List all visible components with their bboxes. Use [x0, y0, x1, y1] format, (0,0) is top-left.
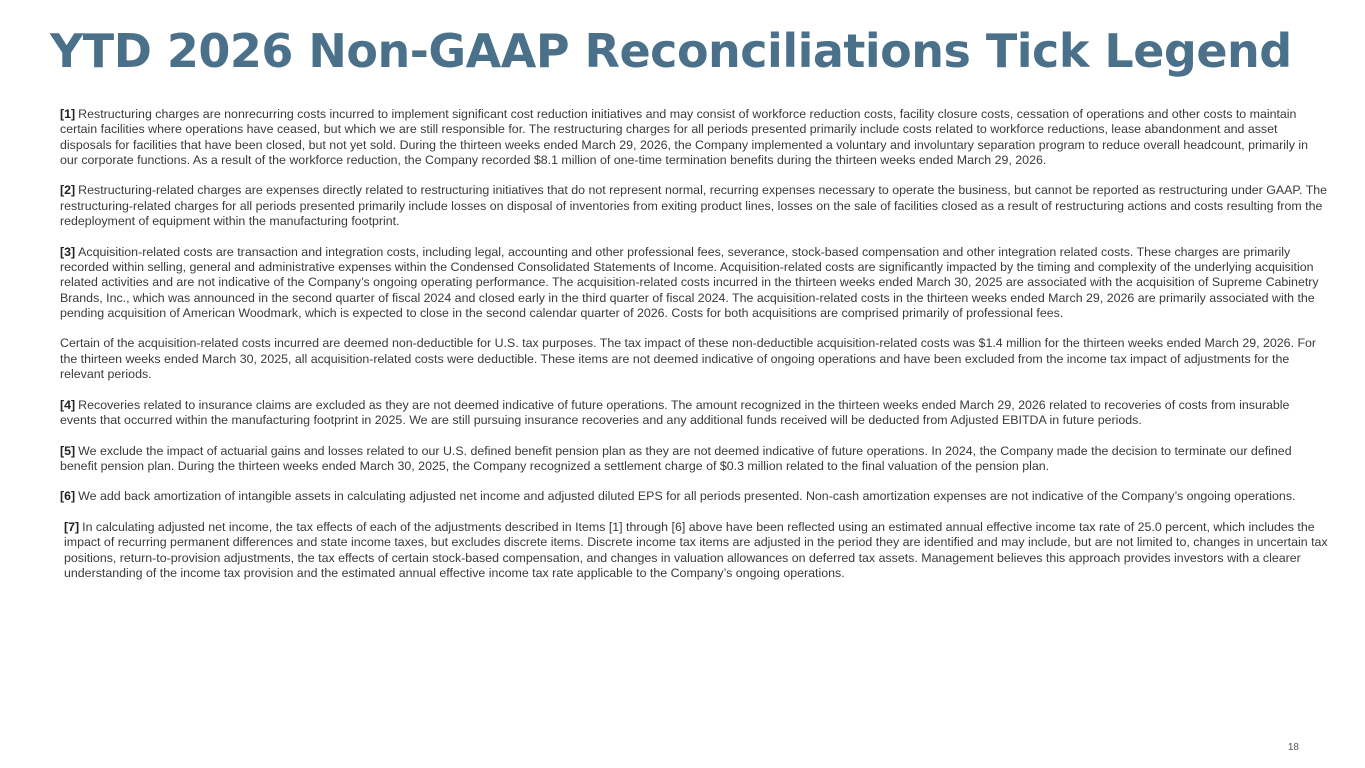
- footnote-3: [60, 245, 1328, 321]
- footnote-text: Acquisition-related costs are transaction and integration costs, including legal, accounting and other professional fees, severance, stock-based compensation and other integration related costs. These charges are primarily recorded within selling, general and administrative expenses within the Condensed Consolidated Statements of Income. Acquisition-related costs are significantly impacted by the timing and complexity of the underlying acquisition related activities and are not indicative of the Company’s ongoing operating performance. The acquisition-related costs incurred in the thirteen weeks ended March 30, 2025 are associated with the acquisition of Supreme Cabinetry Brands, Inc., which was announced in the second quarter of fiscal 2024 and closed early in the third quarter of fiscal 2024. The acquisition-related costs in the thirteen weeks ended March 29, 2026 are primarily associated with the pending acquisition of American Woodmark, which is expected to close in the second calendar quarter of 2026. Costs for both acquisitions are comprised primarily of professional fees.: [60, 244, 1319, 320]
- footnote-tag: [7]: [64, 520, 80, 535]
- footnote-tag: [5]: [60, 443, 76, 458]
- footnotes-list: [60, 107, 1328, 597]
- footnote-text: In calculating adjusted net income, the tax effects of each of the adjustments described in Items [1] through [6] above have been reflected using an estimated annual effective income tax rate of 25.0 percent, which includes the impact of recurring permanent differences and state income taxes, but excludes discrete items. Discrete income tax items are adjusted in the period they are identified and may include, but are not limited to, changes in uncertain tax positions, return-to-provision adjustments, the tax effects of certain stock-based compensation, and changes in valuation allowances on deferred tax assets. Management believes this approach provides investors with a clearer understanding of the income tax provision and the estimated annual effective income tax rate applicable to the Company’s ongoing operations.: [64, 520, 1328, 580]
- page-title: YTD 2026 Non-GAAP Reconciliations Tick Legend: [50, 24, 1292, 78]
- footnote-tag: [1]: [60, 107, 76, 121]
- footnote-4: [60, 398, 1328, 429]
- footnote-text: We exclude the impact of actuarial gains and losses related to our U.S. defined benefit pension plan as they are not deemed indicative of future operations. In 2024, the Company made the decision to terminate our defined benefit pension plan. During the thirteen weeks ended March 30, 2025, the Company recognized a settlement charge of $0.3 million related to the final valuation of the pension plan.: [60, 443, 1292, 473]
- footnote-tag: [4]: [60, 397, 76, 412]
- footnote-tag: [6]: [60, 489, 76, 504]
- footnote-7: [60, 520, 1328, 581]
- footnote-text: Restructuring charges are nonrecurring costs incurred to implement significant cost reduction initiatives and may consist of workforce reduction costs, facility closure costs, cessation of operations and other costs to maintain certain facilities where operations have ceased, but which we are still responsible for. The restructuring charges for all periods presented primarily include costs related to workforce reductions, lease abandonment and asset disposals for facilities that have been closed, but not yet sold. During the thirteen weeks ended March 29, 2026, the Company implemented a voluntary and involuntary separation program to reduce overall headcount, primarily in our corporate functions. As a result of the workforce reduction, the Company recorded $8.1 million of one-time termination benefits during the thirteen weeks ended March 29, 2026.: [60, 107, 1309, 167]
- footnote-text: Certain of the acquisition-related costs incurred are deemed non-deductible for U.S. tax purposes. The tax impact of these non-deductible acquisition-related costs was $1.4 million for the thirteen weeks ended March 29, 2026. For the thirteen weeks ended March 30, 2025, all acquisition-related costs were deductible. These items are not deemed indicative of ongoing operations and have been excluded from the income tax impact of adjustments for the relevant periods.: [60, 336, 1317, 382]
- footnote-tag: [2]: [60, 183, 76, 198]
- footnote-tag: [3]: [60, 244, 76, 259]
- footnote-1: [60, 107, 1328, 168]
- page-number: 18: [1287, 742, 1299, 753]
- footnote-6: [60, 489, 1328, 504]
- footnote-2: [60, 183, 1328, 229]
- footnote-text: Restructuring-related charges are expenses directly related to restructuring initiatives that do not represent normal, recurring expenses necessary to operate the business, but cannot be reported as restructuring under GAAP. The restructuring-related charges for all periods presented primarily include losses on disposal of inventories from exiting product lines, losses on the sale of facilities closed as a result of restructuring actions and costs resulting from the redeployment of equipment within the manufacturing footprint.: [60, 183, 1328, 229]
- footnote-text: Recoveries related to insurance claims are excluded as they are not deemed indicative of future operations. The amount recognized in the thirteen weeks ended March 29, 2026 related to recoveries of costs from insurable events that occurred within the manufacturing footprint in 2025. We are still pursuing insurance recoveries and any additional funds received will be deducted from Adjusted EBITDA in future periods.: [60, 397, 1290, 427]
- footnote-5: [60, 444, 1328, 475]
- footnote-3-continued: [60, 336, 1328, 382]
- footnote-text: We add back amortization of intangible assets in calculating adjusted net income and adjusted diluted EPS for all periods presented. Non-cash amortization expenses are not indicative of the Company’s ongoing operations.: [78, 489, 1296, 504]
